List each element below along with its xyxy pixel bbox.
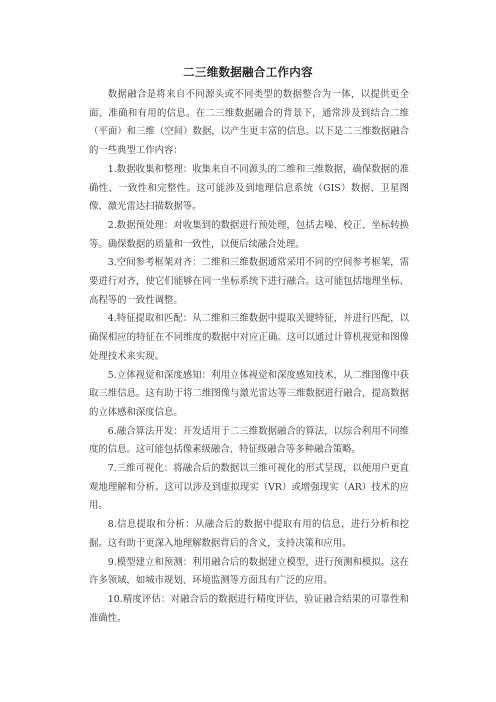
document-title: 二三维数据融合工作内容 xyxy=(183,65,313,79)
item-spatial-reference-alignment: 3.空间参考框架对齐：二维和三维数据通常采用不同的空间参考框架，需要进行对齐，使它们能够在同一坐标系统下进行融合。这可能包括地理坐标、高程等的一致性调整。 xyxy=(89,257,409,306)
item-3d-visualization: 7.三维可视化：将融合后的数据以三维可视化的形式呈现，以便用户更直观地理解和分析。这可以涉及到虚拟现实（VR）或增强现实（AR）技术的应用。 xyxy=(89,463,409,512)
item-feature-extraction-matching: 4.特征提取和匹配：从二维和三维数据中提取关键特征，并进行匹配，以确保相应的特征在不同维度的数据中对应正确。这可以通过计算机视觉和图像处理技术来实现。 xyxy=(89,313,409,362)
item-modeling-prediction: 9.模型建立和预测：利用融合后的数据建立模型，进行预测和模拟。这在许多领域，如城市规划、环境监测等方面具有广泛的应用。 xyxy=(89,556,409,587)
item-accuracy-evaluation: 10.精度评估：对融合后的数据进行精度评估，验证融合结果的可靠性和准确性。 xyxy=(89,593,409,624)
item-stereo-vision-depth: 5.立体视觉和深度感知：利用立体视觉和深度感知技术，从二维图像中获取三维信息。这有助于将二维图像与激光雷达等三维数据进行融合，提高数据的立体感和深度信息。 xyxy=(89,369,409,418)
document-body xyxy=(89,86,409,628)
intro-paragraph: 数据融合是将来自不同源头或不同类型的数据整合为一体，以提供更全面、准确和有用的信息。在二三维数据融合的背景下，通常涉及到结合二维（平面）和三维（空间）数据，以产生更丰富的信息。以下是二三维数据融合的一些典型工作内容： xyxy=(89,89,409,157)
item-data-collection: 1.数据收集和整理：收集来自不同源头的二维和三维数据，确保数据的准确性、一致性和完整性。这可能涉及到地理信息系统（GIS）数据、卫星图像、激光雷达扫描数据等。 xyxy=(89,163,409,213)
item-data-preprocessing: 2.数据预处理：对收集到的数据进行预处理，包括去噪、校正、坐标转换等。确保数据的质量和一致性，以便后续融合处理。 xyxy=(89,219,409,250)
item-information-extraction: 8.信息提取和分析：从融合后的数据中提取有用的信息，进行分析和挖掘。这有助于更深入地理解数据背后的含义，支持决策和应用。 xyxy=(89,519,409,549)
item-fusion-algorithm: 6.融合算法开发：开发适用于二三维数据融合的算法，以综合利用不同维度的信息。这可能包括像素级融合、特征级融合等多种融合策略。 xyxy=(89,425,409,456)
